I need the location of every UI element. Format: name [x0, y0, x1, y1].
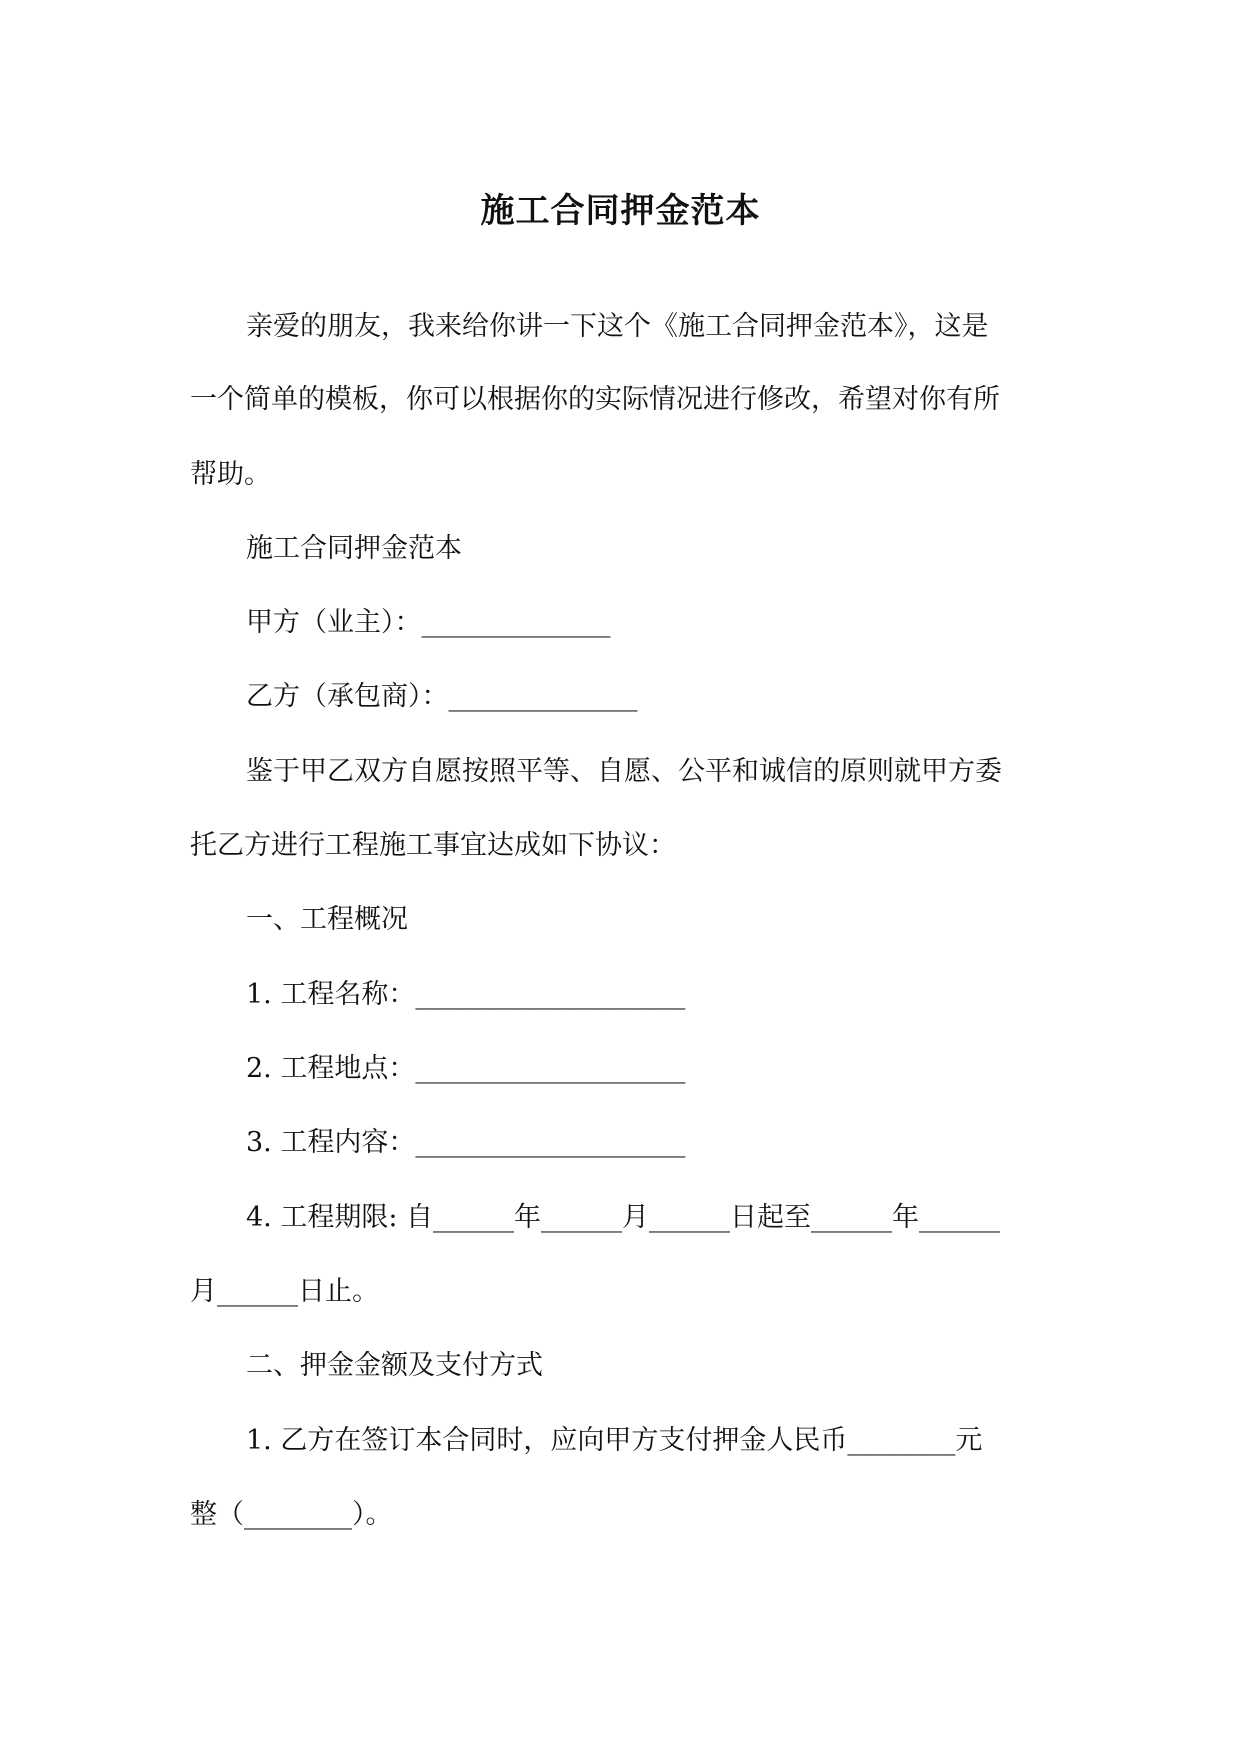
- party-b-line: 乙方（承包商）：______________: [246, 681, 638, 712]
- project-location-line: 2. 工程地点：____________________: [246, 1053, 686, 1084]
- intro-line-1: 亲爱的朋友，我来给你讲一下这个《施工合同押金范本》，这是: [246, 311, 989, 342]
- intro-line-2: 一个简单的模板，你可以根据你的实际情况进行修改，希望对你有所: [190, 384, 1000, 415]
- preamble-line-2: 托乙方进行工程施工事宜达成如下协议：: [190, 830, 676, 861]
- document-title: 施工合同押金范本: [480, 191, 761, 231]
- project-period-line-2: 月______日止。: [190, 1276, 379, 1307]
- project-period-line-1: 4. 工程期限: 自______年______月______日起至______年______: [246, 1202, 1001, 1233]
- preamble-line-1: 鉴于甲乙双方自愿按照平等、自愿、公平和诚信的原则就甲方委: [246, 756, 1002, 787]
- section-2-heading: 二、押金金额及支付方式: [246, 1350, 543, 1381]
- party-a-line: 甲方（业主）：______________: [246, 607, 611, 638]
- deposit-amount-line-1: 1. 乙方在签订本合同时，应向甲方支付押金人民币________元: [246, 1425, 983, 1456]
- project-name-line: 1. 工程名称：____________________: [246, 979, 686, 1010]
- project-content-line: 3. 工程内容：____________________: [246, 1127, 686, 1158]
- intro-line-3: 帮助。: [190, 459, 271, 490]
- section-1-heading: 一、工程概况: [246, 904, 408, 935]
- deposit-amount-line-2: 整（________）。: [190, 1499, 393, 1530]
- contract-subtitle: 施工合同押金范本: [246, 533, 462, 564]
